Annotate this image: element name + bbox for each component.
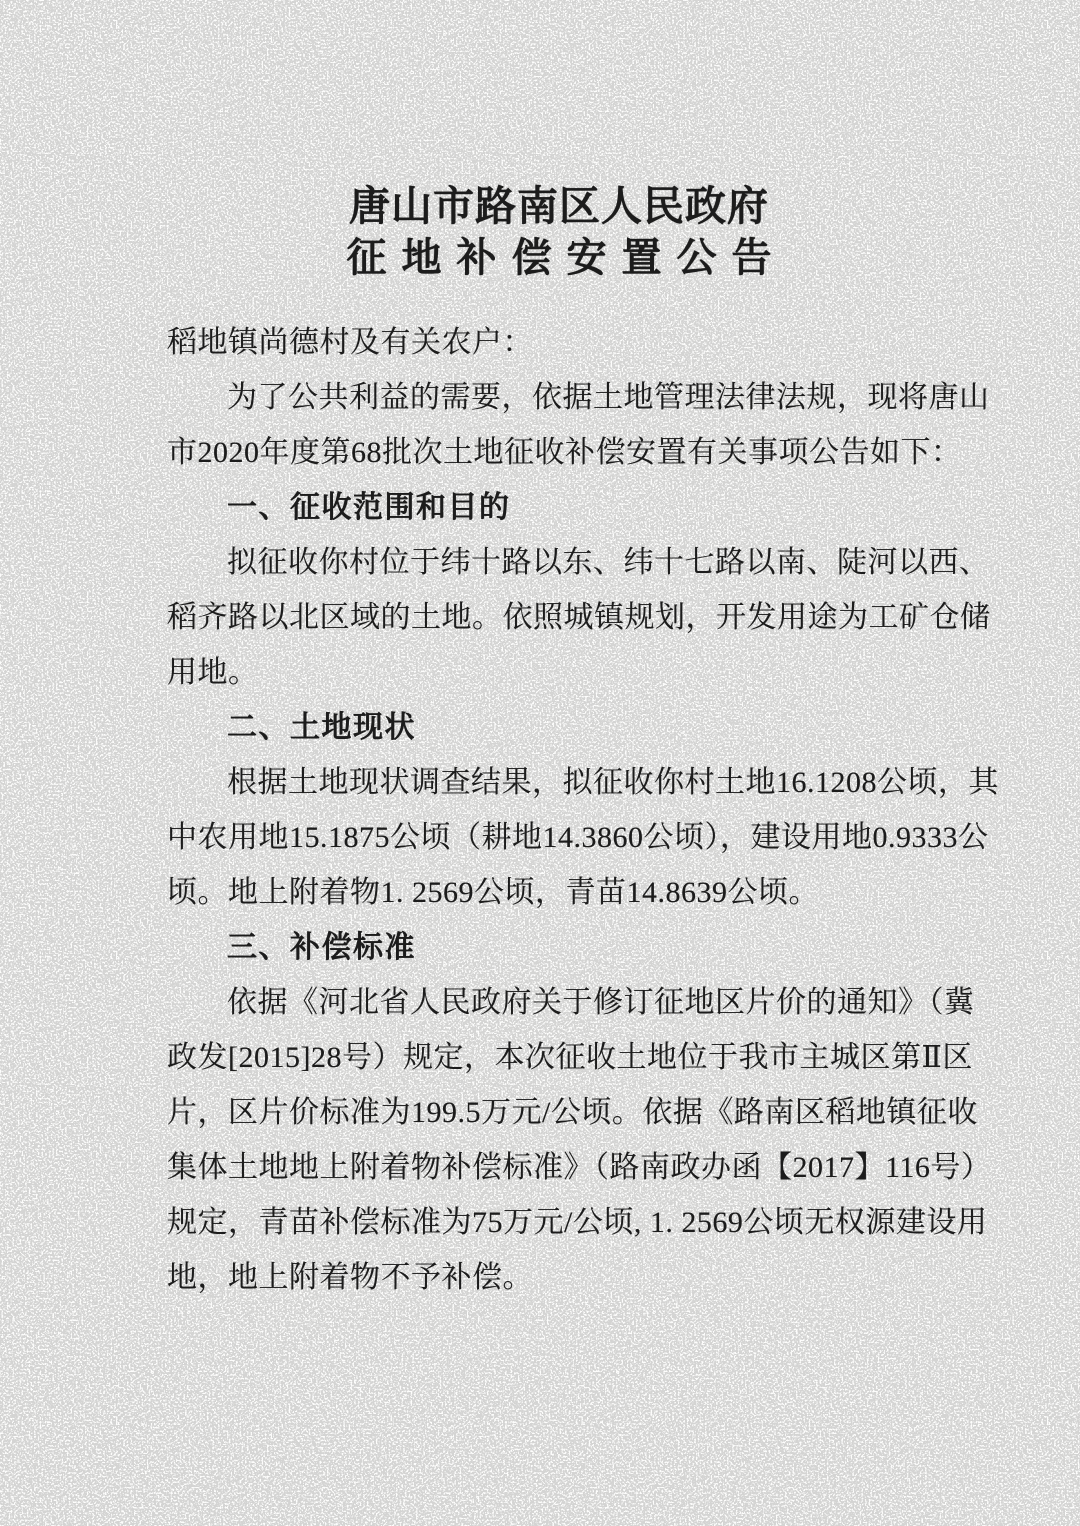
body-line: 地，地上附着物不予补偿。 <box>167 1261 533 1294</box>
salutation-line: 稻地镇尚德村及有关农户： <box>167 326 533 359</box>
body-line: 依据《河北省人民政府关于修订征地区片价的通知》（冀 <box>227 986 975 1019</box>
body-line: 用地。 <box>167 656 259 689</box>
body-line: 片，区片价标准为199.5万元/公顷。依据《路南区稻地镇征收 <box>167 1096 978 1129</box>
section-heading-2: 二、土地现状 <box>227 711 416 744</box>
body-line: 政发[2015]28号）规定，本次征收土地位于我市主城区第Ⅱ区 <box>167 1041 973 1074</box>
section-heading-1: 一、征收范围和目的 <box>227 491 511 524</box>
document-title <box>168 180 950 284</box>
body-line: 顷。地上附着物1. 2569公顷，青苗14.8639公顷。 <box>167 876 819 909</box>
section-heading-3: 三、补偿标准 <box>227 931 416 964</box>
document-body <box>167 315 999 1305</box>
body-line: 集体土地地上附着物补偿标准》（路南政办函【2017】116号） <box>167 1151 992 1184</box>
body-line: 为了公共利益的需要，依据土地管理法律法规，现将唐山 <box>227 381 990 414</box>
body-line: 拟征收你村位于纬十路以东、纬十七路以南、陡河以西、 <box>227 546 990 579</box>
body-line: 中农用地15.1875公顷（耕地14.3860公顷），建设用地0.9333公 <box>167 821 989 854</box>
body-line: 稻齐路以北区域的土地。依照城镇规划，开发用途为工矿仓储 <box>167 601 991 634</box>
title-line-1: 唐山市路南区人民政府 <box>349 183 769 229</box>
title-line-2: 征地补偿安置公告 <box>346 236 787 280</box>
body-line: 根据土地现状调查结果，拟征收你村土地16.1208公顷，其 <box>227 766 999 799</box>
body-line: 市2020年度第68批次土地征收补偿安置有关事项公告如下： <box>167 436 962 469</box>
body-line: 规定，青苗补偿标准为75万元/公顷, 1. 2569公顷无权源建设用 <box>167 1206 988 1239</box>
